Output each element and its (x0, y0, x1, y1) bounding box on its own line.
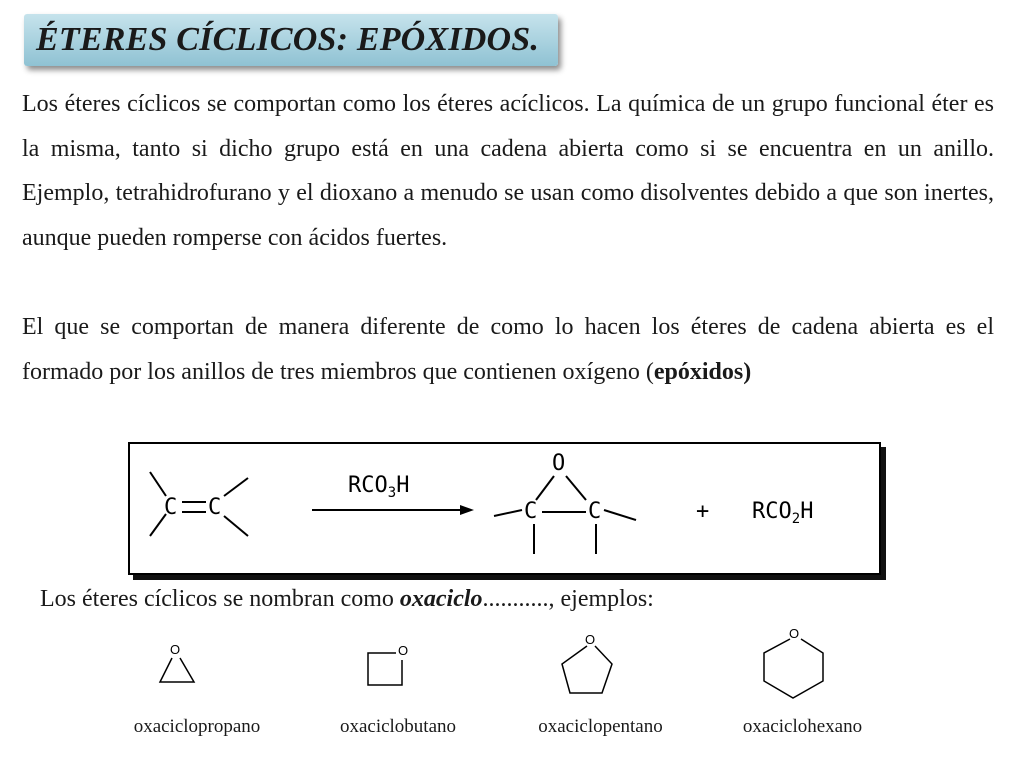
alkene-carbon-right: C (208, 495, 222, 520)
ring-bonds (764, 639, 823, 698)
epoxide-carbon-left: C (524, 499, 538, 524)
paragraph-epoxides (22, 305, 994, 394)
naming-text: Los éteres cíclicos se nombran como (40, 586, 400, 612)
epoxide-carbon-right: C (588, 499, 602, 524)
naming-sentence (40, 582, 654, 616)
ring-oxacyclohexane (755, 622, 835, 712)
title-banner (24, 14, 558, 66)
ring-name-propane: oxaciclopropano (133, 716, 261, 737)
paragraph-intro: Los éteres cíclicos se comportan como los éteres acíclicos. La química de un grupo funcional éter es la misma, tanto si dicho grupo está en una cadena abierta como si se encuentra en un anillo. Ejemplo, tetrahidrofurano y el dioxano a menudo se usan como disolventes debido a que son inertes, aunque pueden romperse con ácidos fuertes. (22, 91, 994, 251)
alkene-carbon-left: C (164, 495, 178, 520)
naming-text-end: ..........., ejemplos: (482, 586, 654, 612)
reagent-peracid-end: H (396, 473, 410, 498)
naming-prefix: oxaciclo (399, 586, 483, 612)
ring-oxacyclobutane (358, 622, 428, 692)
reagent-peracid (348, 473, 409, 501)
byproduct-acid-subscript: 2 (791, 511, 801, 527)
ring-oxygen-label: O (585, 632, 596, 647)
epoxide-oxygen: O (552, 451, 566, 476)
epoxides-term: epóxidos) (653, 358, 752, 385)
byproduct-acid-main: RCO (752, 499, 792, 524)
ring-oxygen-label: O (398, 643, 409, 658)
ring-oxygen-label: O (789, 626, 800, 641)
paragraph-epoxides-text: El que se comportan de manera diferente de como lo hacen los éteres de cadena abierta es el formado por los anillos de tres miembros que contienen oxígeno ( (22, 314, 994, 385)
ring-oxygen-label: O (170, 642, 181, 657)
byproduct-acid (752, 499, 813, 527)
ring-oxacyclopentane (550, 622, 630, 702)
reaction-scheme (130, 444, 879, 573)
ring-name-pentane: oxaciclopentano (538, 716, 663, 737)
plus-sign: + (696, 499, 710, 524)
ring-bonds (160, 658, 194, 682)
epoxide-bonds (494, 476, 636, 554)
ring-oxacyclopropane (150, 622, 210, 692)
byproduct-acid-end: H (800, 499, 814, 524)
ring-name-hexane: oxaciclohexano (742, 716, 863, 737)
ring-name-butane: oxaciclobutano (339, 716, 457, 737)
epoxidation-reaction-diagram (128, 442, 881, 575)
ring-bonds (368, 653, 402, 685)
reagent-peracid-subscript: 3 (387, 485, 397, 501)
reaction-arrow-head (460, 505, 474, 515)
page-title: ÉTERES CÍCLICOS: EPÓXIDOS. (36, 21, 540, 58)
reagent-peracid-main: RCO (348, 473, 388, 498)
ring-bonds (562, 646, 612, 693)
